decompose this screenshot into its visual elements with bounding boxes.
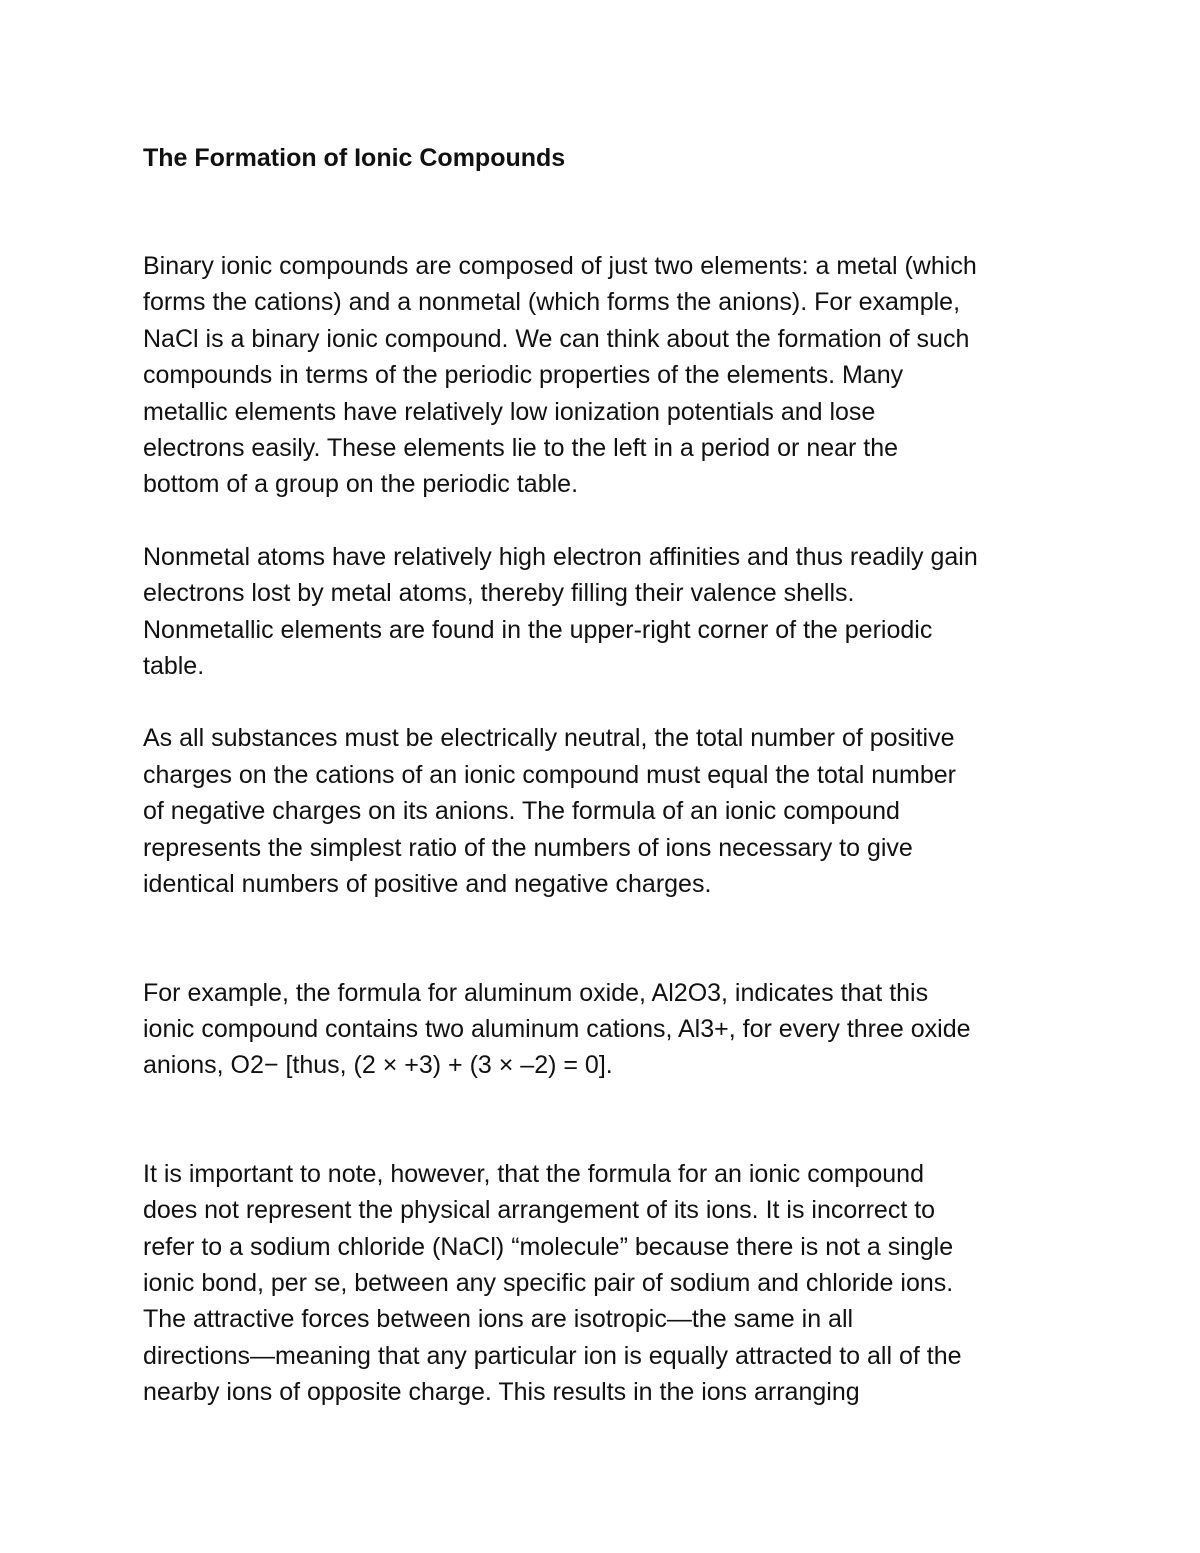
- text-line: Binary ionic compounds are composed of just two elements: a metal (which: [143, 252, 977, 280]
- text-line: does not represent the physical arrangement of its ions. It is incorrect to: [143, 1196, 936, 1225]
- text-line: For example, the formula for aluminum oxide, Al2O3, indicates that this: [143, 978, 929, 1007]
- text-line: table.: [143, 652, 205, 681]
- paragraph-aluminum-oxide-example: [143, 975, 1073, 1084]
- text-line: It is important to note, however, that the formula for an ionic compound: [143, 1159, 924, 1188]
- text-line: bottom of a group on the periodic table.: [143, 470, 579, 499]
- text-line: Nonmetal atoms have relatively high electron affinities and thus readily gain: [143, 542, 978, 571]
- text-line: NaCl is a binary ionic compound. We can think about the formation of such: [143, 324, 970, 353]
- text-line: electrons lost by metal atoms, thereby filling their valence shells.: [143, 579, 855, 608]
- text-line: charges on the cations of an ionic compound must equal the total number: [143, 760, 957, 789]
- paragraph-electrical-neutrality: [143, 720, 1073, 902]
- text-line: As all substances must be electrically neutral, the total number of positive: [143, 724, 955, 753]
- text-line: ionic compound contains two aluminum cations, Al3+, for every three oxide: [143, 1014, 971, 1043]
- text-line: forms the cations) and a nonmetal (which forms the anions). For example,: [143, 288, 961, 317]
- text-line: of negative charges on its anions. The formula of an ionic compound: [143, 797, 900, 826]
- text-line: electrons easily. These elements lie to the left in a period or near the: [143, 434, 899, 463]
- text-line: ionic bond, per se, between any specific pair of sodium and chloride ions.: [143, 1268, 954, 1297]
- text-line: identical numbers of positive and negative charges.: [143, 870, 712, 899]
- document-body: [143, 136, 1073, 1411]
- paragraph-nonmetal-atoms: [143, 539, 1073, 685]
- text-line: The attractive forces between ions are isotropic—the same in all: [143, 1305, 854, 1334]
- text-line: represents the simplest ratio of the numbers of ions necessary to give: [143, 833, 913, 862]
- text-line: refer to a sodium chloride (NaCl) “molecule” because there is not a single: [143, 1232, 954, 1261]
- paragraph-physical-arrangement: [143, 1156, 1073, 1411]
- text-line: metallic elements have relatively low ionization potentials and lose: [143, 397, 876, 426]
- text-line: Nonmetallic elements are found in the upper-right corner of the periodic: [143, 615, 933, 644]
- text-line: directions—meaning that any particular ion is equally attracted to all of the: [143, 1341, 962, 1370]
- text-line: nearby ions of opposite charge. This results in the ions arranging: [143, 1378, 860, 1407]
- text-line: anions, O2− [thus, (2 × +3) + (3 × –2) = 0].: [143, 1051, 613, 1080]
- paragraph-binary-ionic-compounds: [143, 248, 1073, 503]
- text-line: compounds in terms of the periodic properties of the elements. Many: [143, 361, 904, 390]
- document-title: The Formation of Ionic Compounds: [143, 144, 566, 172]
